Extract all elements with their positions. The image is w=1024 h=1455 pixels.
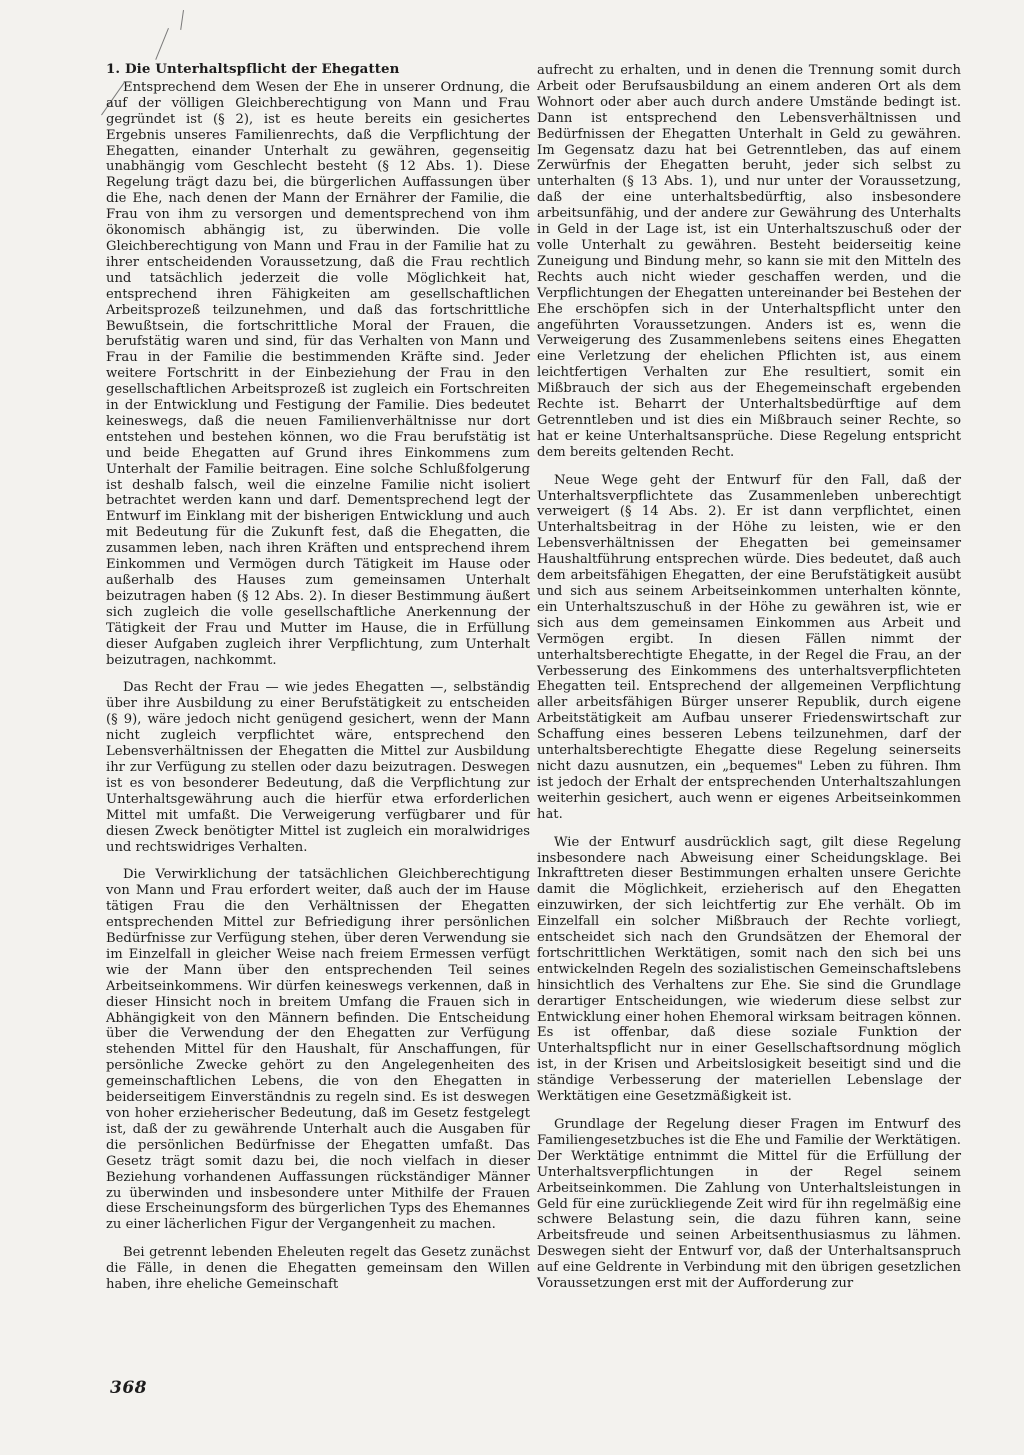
paragraph: Das Recht der Frau — wie jedes Ehegatten —, selbständig über ihre Ausbildung zu einer Berufstätigkeit zu entscheiden (§ 9), wäre jedoch nicht genügend gesichert, wenn der Mann nicht zugleich verpflichtet wäre, entsprechend den Lebensverhältnissen der Ehegatten die Mittel zur Ausbildung ihr zur Verfügung zu stellen oder dazu beizutragen. Deswegen ist es von besonderer Bedeutung, daß die Verpflichtung zur Unterhaltsgewährung auch die hierfür etwa erforderlichen Mittel mit umfaßt. Die Verweigerung verfügbarer und für diesen Zweck benötigter Mittel ist zugleich ein moralwidriges und rechtswidriges Verhalten. (106, 680, 530, 855)
paragraph: Grundlage der Regelung dieser Fragen im Entwurf des Familiengesetzbuches ist die Ehe und Familie der Werktätigen. Der Werktätige entnimmt die Mittel für die Erfüllung der Unterhaltsverpflichtungen in der Regel seinem Arbeitseinkommen. Die Zahlung von Unterhaltsleistungen in Geld für eine zurückliegende Zeit wird für ihn regelmäßig eine schwere Belastung sein, die dazu führen kann, seine Arbeitsfreude und seinen Arbeitsenthusiasmus zu lähmen. Deswegen sieht der Entwurf vor, daß der Unterhaltsanspruch auf eine Geldrente in Verbindung mit den übrigen gesetzlichen Voraussetzungen erst mit der Aufforderung zur (537, 1117, 961, 1292)
paragraph: Bei getrennt lebenden Eheleuten regelt das Gesetz zunächst die Fälle, in denen die Ehegatten gemeinsam den Willen haben, ihre eheliche Gemeinschaft (106, 1245, 530, 1293)
paragraph: Wie der Entwurf ausdrücklich sagt, gilt diese Regelung insbesondere nach Abweisung einer Scheidungsklage. Bei Inkrafttreten dieser Bestimmungen erhalten unsere Gerichte damit die Möglichkeit, erzieherisch auf den Ehegatten einzuwirken, der sich leichtfertig zur Ehe verhält. Ob im Einzelfall ein solcher Mißbrauch der Rechte vorliegt, entscheidet sich nach den Grundsätzen der Ehemoral der fortschrittlichen Werktätigen, somit nach den sich bei uns entwickelnden Regeln des sozialistischen Gemeinschaftslebens hinsichtlich des Verhaltens zur Ehe. Sie sind die Grundlage derartiger Entscheidungen, wie wiederum diese selbst zur Entwicklung einer hohen Ehemoral wirksam beitragen können. Es ist offenbar, daß diese soziale Funktion der Unterhaltspflicht nur in einer Gesellschaftsordnung möglich ist, in der Krisen und Arbeitslosigkeit beseitigt sind und die ständige Verbesserung der materiellen Lebenslage der Werktätigen eine Gesetzmäßigkeit ist. (537, 834, 961, 1105)
pencil-mark (180, 10, 184, 30)
left-column (106, 62, 530, 1306)
paragraph: Entsprechend dem Wesen der Ehe in unserer Ordnung, die auf der völligen Gleichberechtigung von Mann und Frau gegründet ist (§ 2), ist es heute bereits ein gesichertes Ergebnis unseres Familienrechts, daß die Verpflichtung der Ehegatten, einander Unterhalt zu gewähren, gegenseitig unabhängig vom Geschlecht besteht (§ 12 Abs. 1). Diese Regelung trägt dazu bei, die bürgerlichen Auffassungen über die Ehe, nach denen der Mann der Ernährer der Familie, die Frau von ihm zu versorgen und dementsprechend von ihm ökonomisch abhängig ist, zu überwinden. Die volle Gleichberechtigung von Mann und Frau in der Familie hat zu ihrer entscheidenden Voraussetzung, daß die Frau rechtlich und tatsächlich jederzeit die volle Möglichkeit hat, entsprechend ihren Fähigkeiten am gesellschaftlichen Arbeitsprozeß teilzunehmen, und daß das fortschrittliche Bewußtsein, die fortschrittliche Moral der Frauen, die berufstätig waren und sind, für das Verhalten von Mann und Frau in der Familie die bestimmenden Kräfte sind. Jeder weitere Fortschritt in der Einbeziehung der Frau in den gesellschaftlichen Arbeitsprozeß ist zugleich ein Fortschreiten in der Entwicklung und Festigung der Familie. Dies bedeutet keineswegs, daß die neuen Familienverhältnisse nur dort entstehen und bestehen können, wo die Frau berufstätig ist und beide Ehegatten auf Grund ihres Einkommens zum Unterhalt der Familie beitragen. Eine solche Schlußfolgerung ist deshalb falsch, weil die einzelne Familie nicht isoliert betrachtet werden kann und darf. Dementsprechend legt der Entwurf im Einklang mit der bisherigen Entwicklung und auch mit Bedeutung für die Zukunft fest, daß die Ehegatten, die zusammen leben, nach ihren Kräften und entsprechend ihrem Einkommen und Vermögen durch Tätigkeit im Hause oder außerhalb des Hauses zum gemeinsamen Unterhalt beizutragen haben (§ 12 Abs. 2). In dieser Bestimmung äußert sich zugleich die volle gesellschaftliche Anerkennung der Tätigkeit der Frau und Mutter im Hause, die in Erfüllung dieser Aufgaben zugleich ihrer Verpflichtung, zum Unterhalt beizutragen, nachkommt. (106, 79, 530, 668)
paragraph: aufrecht zu erhalten, und in denen die Trennung somit durch Arbeit oder Berufsausbildung an einem anderen Ort als dem Wohnort oder aber auch durch andere Umstände bedingt ist. Dann ist entsprechend den Lebensverhältnissen und Bedürfnissen der Ehegatten Unterhalt in Geld zu gewähren. Im Gegensatz dazu hat bei Getrenntleben, das auf einem Zerwürfnis der Ehegatten beruht, jeder sich selbst zu unterhalten (§ 13 Abs. 1), und nur unter der Voraussetzung, daß der eine unterhaltsbedürftig, also insbesondere arbeitsunfähig, und der andere zur Gewährung des Unterhalts in Geld in der Lage ist, ist ein Unterhaltszuschuß oder der volle Unterhalt zu gewähren. Besteht beiderseitig keine Zuneigung und Bindung mehr, so kann sie mit den Mitteln des Rechts auch nicht wieder geschaffen werden, und die Verpflichtungen der Ehegatten untereinander bei Bestehen der Ehe erschöpfen sich in der Unterhaltspflicht unter den angeführten Voraussetzungen. Anders ist es, wenn die Verweigerung des Zusammenlebens seitens eines Ehegatten eine Verletzung der ehelichen Pflichten ist, aus einem leichtfertigen Verhalten zur Ehe resultiert, somit ein Mißbrauch der sich aus der Ehegemeinschaft ergebenden Rechte ist. Beharrt der Unterhaltsbedürftige auf dem Getrenntleben und ist dies ein Mißbrauch seiner Rechte, so hat er keine Unterhaltsansprüche. Diese Regelung entspricht dem bereits geltenden Recht. (537, 63, 961, 460)
pencil-mark (155, 28, 169, 60)
paragraph: Neue Wege geht der Entwurf für den Fall, daß der Unterhaltsverpflichtete das Zusammenleben unberechtigt verweigert (§ 14 Abs. 2). Er ist dann verpflichtet, einen Unterhaltsbeitrag in der Höhe zu leisten, wie er den Lebensverhältnissen der Ehegatten bei gemeinsamer Haushaltführung entsprechen würde. Dies bedeutet, daß auch dem arbeitsfähigen Ehegatten, der eine Berufstätigkeit ausübt und sich aus seinem Arbeitseinkommen unterhalten könnte, ein Unterhaltszuschuß in der Höhe zu gewähren ist, wie er sich aus dem gemeinsamen Einkommen aus Arbeit und Vermögen ergibt. In diesen Fällen nimmt der unterhaltsberechtigte Ehegatte, in der Regel die Frau, an der Verbesserung des Einkommens des unterhaltsverpflichteten Ehegatten teil. Entsprechend der allgemeinen Verpflichtung aller arbeitsfähigen Bürger unserer Republik, durch eigene Arbeitstätigkeit am Aufbau unserer Friedenswirtschaft zur Schaffung eines besseren Lebens teilzunehmen, darf der unterhaltsberechtigte Ehegatte diese Regelung seinerseits nicht dazu ausnutzen, ein „bequemes" Leben zu führen. Ihm ist jedoch der Erhalt der entsprechenden Unterhaltszahlungen weiterhin gesichert, auch wenn er eigenes Arbeitseinkommen hat. (537, 472, 961, 822)
right-column (537, 63, 961, 1305)
section-heading: 1. Die Unterhaltspflicht der Ehegatten (106, 61, 400, 77)
page-number: 368 (110, 1378, 147, 1398)
paragraph: Die Verwirklichung der tatsächlichen Gleichberechtigung von Mann und Frau erfordert weiter, daß auch der im Hause tätigen Frau die den Verhältnissen der Ehegatten entsprechenden Mittel zur Befriedigung ihrer persönlichen Bedürfnisse zur Verfügung stehen, über deren Verwendung sie im Einzelfall in gleicher Weise nach freiem Ermessen verfügt wie der Mann über den entsprechenden Teil seines Arbeitseinkommens. Wir dürfen keineswegs verkennen, daß in dieser Hinsicht noch in breitem Umfang die Frauen sich in Abhängigkeit von den Männern befinden. Die Entscheidung über die Verwendung der den Ehegatten zur Verfügung stehenden Mittel für den Haushalt, für Anschaffungen, für persönliche Zwecke gehört zu den Angelegenheiten des gemeinschaftlichen Lebens, die von den Ehegatten in beiderseitigem Einverständnis zu regeln sind. Es ist deswegen von hoher erzieherischer Bedeutung, daß im Gesetz festgelegt ist, daß der zu gewährende Unterhalt auch die Ausgaben für die persönlichen Bedürfnisse der Ehegatten umfaßt. Das Gesetz trägt somit dazu bei, die noch vielfach in dieser Beziehung vorhandenen Auffassungen rückständiger Männer zu überwinden und insbesondere unter Mithilfe der Frauen diese Erscheinungsform des bürgerlichen Typs des Ehemannes zu einer lächerlichen Figur der Vergangenheit zu machen. (106, 867, 530, 1233)
